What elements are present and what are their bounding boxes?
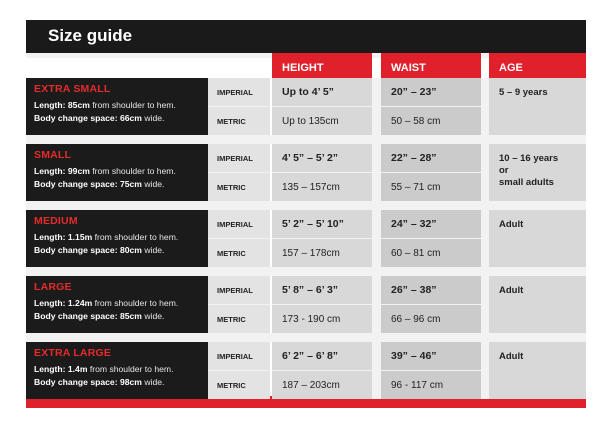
waist-metric: 66 – 96 cm bbox=[381, 305, 481, 333]
body-detail: wide. bbox=[141, 311, 165, 321]
length-line bbox=[34, 100, 176, 110]
title-bar bbox=[26, 20, 586, 53]
length-detail: from shoulder to hem. bbox=[89, 100, 176, 110]
unit-metric: METRIC bbox=[208, 173, 270, 201]
body-space-line bbox=[34, 311, 164, 321]
body-detail: wide. bbox=[141, 179, 165, 189]
waist-imperial: 24” – 32” bbox=[381, 210, 481, 238]
height-metric: 173 - 190 cm bbox=[272, 305, 372, 333]
waist-imperial: 39” – 46” bbox=[381, 342, 481, 370]
size-name: EXTRA LARGE bbox=[34, 347, 112, 359]
body-detail: wide. bbox=[141, 377, 165, 387]
waist-imperial: 22” – 28” bbox=[381, 144, 481, 172]
row-divider bbox=[208, 304, 270, 305]
size-name: MEDIUM bbox=[34, 215, 78, 227]
age-line: 5 – 9 years bbox=[499, 87, 548, 98]
row-divider bbox=[208, 370, 270, 371]
column-gap bbox=[372, 342, 381, 399]
length-line bbox=[34, 364, 173, 374]
unit-metric: METRIC bbox=[208, 371, 270, 399]
header-waist: WAIST bbox=[381, 53, 481, 78]
unit-metric: METRIC bbox=[208, 239, 270, 267]
body-space-line bbox=[34, 245, 164, 255]
row-divider bbox=[272, 172, 372, 173]
row-divider bbox=[208, 172, 270, 173]
size-description bbox=[26, 78, 208, 135]
height-imperial: 5’ 2” – 5’ 10” bbox=[272, 210, 372, 238]
row-divider bbox=[272, 304, 372, 305]
age-line: small adults bbox=[499, 177, 554, 188]
row-separator bbox=[26, 135, 586, 144]
height-imperial: Up to 4’ 5” bbox=[272, 78, 372, 106]
column-gap bbox=[372, 144, 381, 201]
age-cell bbox=[489, 144, 586, 201]
row-divider bbox=[272, 106, 372, 107]
length-label: Length: 1.4m bbox=[34, 364, 88, 374]
size-description bbox=[26, 342, 208, 399]
size-name: EXTRA SMALL bbox=[34, 83, 111, 95]
length-detail: from shoulder to hem. bbox=[89, 166, 176, 176]
unit-imperial: IMPERIAL bbox=[208, 144, 270, 172]
length-detail: from shoulder to hem. bbox=[92, 232, 179, 242]
column-gap bbox=[481, 276, 489, 333]
row-divider bbox=[381, 304, 481, 305]
row-divider bbox=[208, 238, 270, 239]
height-metric: 135 – 157cm bbox=[272, 173, 372, 201]
age-line: 10 – 16 years bbox=[499, 153, 559, 164]
length-line bbox=[34, 232, 178, 242]
length-label: Length: 99cm bbox=[34, 166, 90, 176]
body-space-line bbox=[34, 377, 164, 387]
height-imperial: 5’ 8” – 6’ 3” bbox=[272, 276, 372, 304]
age-cell bbox=[489, 342, 586, 399]
header-height: HEIGHT bbox=[272, 53, 372, 78]
row-divider bbox=[381, 238, 481, 239]
size-name: LARGE bbox=[34, 281, 72, 293]
height-metric: 187 – 203cm bbox=[272, 371, 372, 399]
row-divider bbox=[381, 370, 481, 371]
waist-metric: 50 – 58 cm bbox=[381, 107, 481, 135]
waist-imperial: 20” – 23” bbox=[381, 78, 481, 106]
waist-imperial: 26” – 38” bbox=[381, 276, 481, 304]
unit-metric: METRIC bbox=[208, 305, 270, 333]
age-line: Adult bbox=[499, 219, 524, 230]
row-divider bbox=[272, 238, 372, 239]
row-divider bbox=[381, 106, 481, 107]
age-cell bbox=[489, 78, 586, 135]
column-gap bbox=[481, 144, 489, 201]
row-separator bbox=[26, 333, 586, 342]
unit-imperial: IMPERIAL bbox=[208, 210, 270, 238]
row-divider bbox=[381, 172, 481, 173]
body-space-line bbox=[34, 179, 164, 189]
size-description bbox=[26, 144, 208, 201]
header-age: AGE bbox=[489, 53, 586, 78]
unit-imperial: IMPERIAL bbox=[208, 78, 270, 106]
height-metric: 157 – 178cm bbox=[272, 239, 372, 267]
length-line bbox=[34, 166, 176, 176]
length-label: Length: 85cm bbox=[34, 100, 90, 110]
body-detail: wide. bbox=[141, 113, 165, 123]
body-label: Body change space: 75cm bbox=[34, 179, 142, 189]
row-divider bbox=[208, 106, 270, 107]
length-label: Length: 1.15m bbox=[34, 232, 93, 242]
unit-imperial: IMPERIAL bbox=[208, 276, 270, 304]
size-description bbox=[26, 210, 208, 267]
height-imperial: 6’ 2” – 6’ 8” bbox=[272, 342, 372, 370]
length-label: Length: 1.24m bbox=[34, 298, 93, 308]
column-gap bbox=[481, 342, 489, 399]
body-label: Body change space: 98cm bbox=[34, 377, 142, 387]
age-cell bbox=[489, 210, 586, 267]
row-separator bbox=[26, 267, 586, 276]
length-detail: from shoulder to hem. bbox=[92, 298, 179, 308]
waist-metric: 96 - 117 cm bbox=[381, 371, 481, 399]
age-line: Adult bbox=[499, 351, 524, 362]
column-gap bbox=[481, 210, 489, 267]
column-gap bbox=[372, 78, 381, 135]
body-label: Body change space: 66cm bbox=[34, 113, 142, 123]
waist-metric: 60 – 81 cm bbox=[381, 239, 481, 267]
height-metric: Up to 135cm bbox=[272, 107, 372, 135]
size-description bbox=[26, 276, 208, 333]
column-gap bbox=[372, 210, 381, 267]
length-line bbox=[34, 298, 178, 308]
body-label: Body change space: 85cm bbox=[34, 311, 142, 321]
unit-imperial: IMPERIAL bbox=[208, 342, 270, 370]
size-name: SMALL bbox=[34, 149, 72, 161]
age-line: Adult bbox=[499, 285, 524, 296]
page-title: Size guide bbox=[48, 26, 133, 45]
row-divider bbox=[272, 370, 372, 371]
height-imperial: 4’ 5” – 5’ 2” bbox=[272, 144, 372, 172]
body-label: Body change space: 80cm bbox=[34, 245, 142, 255]
column-gap bbox=[481, 78, 489, 135]
row-separator bbox=[26, 201, 586, 210]
body-space-line bbox=[34, 113, 164, 123]
length-detail: from shoulder to hem. bbox=[87, 364, 174, 374]
unit-metric: METRIC bbox=[208, 107, 270, 135]
waist-metric: 55 – 71 cm bbox=[381, 173, 481, 201]
age-line: or bbox=[499, 165, 509, 176]
column-gap bbox=[372, 276, 381, 333]
body-detail: wide. bbox=[141, 245, 165, 255]
age-cell bbox=[489, 276, 586, 333]
